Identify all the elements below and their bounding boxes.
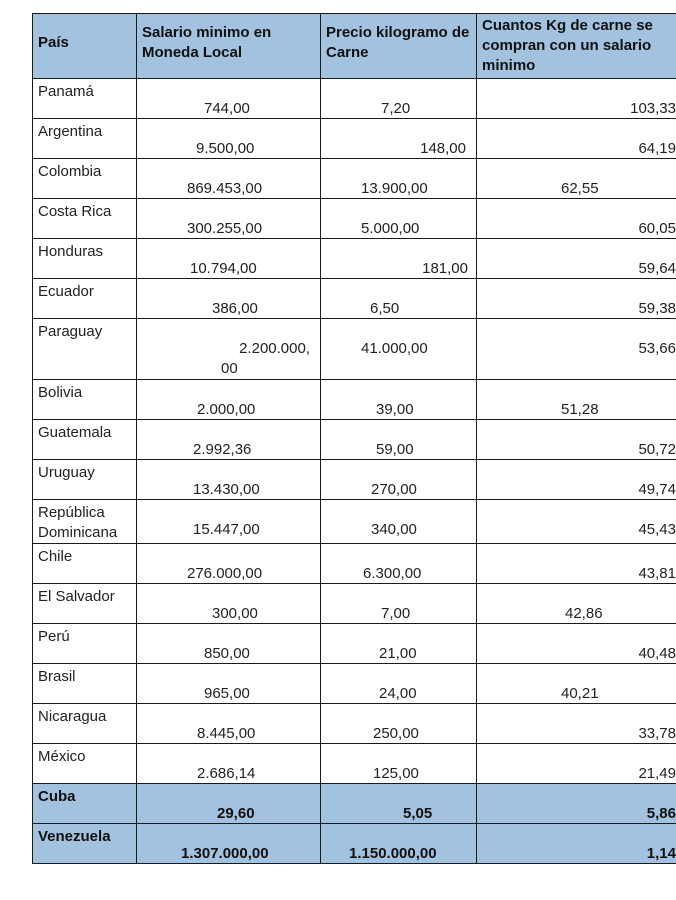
table-header-row <box>33 14 676 79</box>
price-cell-value: 181,00 <box>422 260 468 277</box>
country-name: Ecuador <box>38 283 94 300</box>
kg-cell <box>477 704 676 744</box>
country-cell <box>33 239 137 279</box>
salary-cell-value: 15.447,00 <box>193 521 260 538</box>
salary-cell-value: 8.445,00 <box>197 725 256 742</box>
salary-cell <box>137 584 321 624</box>
price-cell <box>321 784 477 824</box>
salary-cell-value: 1.307.000,00 <box>181 845 269 862</box>
price-cell-value: 270,00 <box>371 481 417 498</box>
country-name: Nicaragua <box>38 708 107 725</box>
salary-cell-value: 9.500,00 <box>196 140 255 157</box>
kg-cell <box>477 199 676 239</box>
kg-cell-value: 1,14 <box>646 845 676 862</box>
price-cell-value: 7,20 <box>381 100 411 117</box>
table-row <box>33 199 676 239</box>
price-cell <box>321 624 477 664</box>
kg-cell <box>477 319 676 380</box>
country-cell <box>33 319 137 380</box>
salary-cell-value: 965,00 <box>204 685 250 702</box>
country-name: Costa Rica <box>38 203 112 220</box>
price-cell <box>321 664 477 704</box>
country-name: Uruguay <box>38 464 95 481</box>
salary-cell <box>137 624 321 664</box>
country-name: República Dominicana <box>38 504 118 541</box>
table-row <box>33 119 676 159</box>
kg-cell-value: 5,86 <box>646 805 676 822</box>
country-name: Perú <box>38 628 70 645</box>
salary-cell-value: 300,00 <box>212 605 258 622</box>
price-cell-value: 6,50 <box>370 300 400 317</box>
country-name: El Salvador <box>38 588 115 605</box>
kg-cell-value: 45,43 <box>638 521 676 538</box>
country-name: Colombia <box>38 163 102 180</box>
kg-cell-value: 50,72 <box>638 441 676 458</box>
kg-cell <box>477 624 676 664</box>
price-cell-value: 13.900,00 <box>361 180 428 197</box>
table-row <box>33 744 676 784</box>
table-row <box>33 584 676 624</box>
salary-cell-value: 276.000,00 <box>187 565 263 582</box>
kg-cell <box>477 119 676 159</box>
highlight-row <box>33 824 676 864</box>
meat-salary-table <box>32 13 676 864</box>
kg-cell <box>477 380 676 420</box>
price-cell-value: 6.300,00 <box>363 565 422 582</box>
salary-cell <box>137 119 321 159</box>
table-body <box>33 79 676 864</box>
price-cell <box>321 380 477 420</box>
kg-cell-value: 40,48 <box>638 645 676 662</box>
price-cell-value: 24,00 <box>379 685 417 702</box>
country-cell <box>33 544 137 584</box>
country-name: Honduras <box>38 243 104 260</box>
country-cell <box>33 584 137 624</box>
price-cell <box>321 824 477 864</box>
table-row <box>33 239 676 279</box>
price-cell-value: 59,00 <box>376 441 414 458</box>
table-row <box>33 319 676 380</box>
kg-cell-value: 53,66 <box>638 340 676 357</box>
country-name: Argentina <box>38 123 103 140</box>
kg-cell-value: 51,28 <box>561 401 599 418</box>
kg-cell <box>477 159 676 199</box>
table-row <box>33 460 676 500</box>
country-name: Panamá <box>38 83 94 100</box>
table-row <box>33 500 676 544</box>
country-cell <box>33 199 137 239</box>
table-row <box>33 159 676 199</box>
country-cell <box>33 119 137 159</box>
country-cell <box>33 420 137 460</box>
table-row <box>33 420 676 460</box>
kg-cell-value: 59,64 <box>638 260 676 277</box>
kg-cell <box>477 239 676 279</box>
kg-cell <box>477 420 676 460</box>
salary-cell <box>137 279 321 319</box>
kg-cell <box>477 784 676 824</box>
header-country: País <box>33 14 137 79</box>
country-name: Cuba <box>38 788 76 805</box>
salary-cell <box>137 159 321 199</box>
salary-cell <box>137 380 321 420</box>
kg-cell-value: 103,33 <box>630 100 676 117</box>
country-cell <box>33 380 137 420</box>
kg-cell <box>477 664 676 704</box>
kg-cell-value: 42,86 <box>565 605 603 622</box>
kg-cell-value: 49,74 <box>638 481 676 498</box>
header-kg: Cuantos Kg de carne se compran con un salario minimo <box>477 14 676 79</box>
price-cell-value: 7,00 <box>381 605 411 622</box>
price-cell <box>321 319 477 380</box>
price-cell-value: 250,00 <box>373 725 419 742</box>
country-cell <box>33 784 137 824</box>
country-cell <box>33 159 137 199</box>
kg-cell-value: 40,21 <box>561 685 599 702</box>
price-cell <box>321 199 477 239</box>
price-cell <box>321 544 477 584</box>
price-cell <box>321 460 477 500</box>
salary-cell-value: 744,00 <box>204 100 250 117</box>
price-cell-value: 340,00 <box>371 521 417 538</box>
header-salary: Salario minimo en Moneda Local <box>137 14 321 79</box>
price-cell <box>321 704 477 744</box>
salary-cell <box>137 824 321 864</box>
salary-cell-value: 386,00 <box>212 300 258 317</box>
price-cell-value: 5,05 <box>403 805 433 822</box>
table-row <box>33 279 676 319</box>
country-name: Chile <box>38 548 73 565</box>
country-cell <box>33 500 137 544</box>
salary-cell-value: 29,60 <box>217 805 255 822</box>
country-name: México <box>38 748 86 765</box>
salary-cell-value: 2.992,36 <box>193 441 252 458</box>
kg-cell <box>477 79 676 119</box>
salary-cell <box>137 239 321 279</box>
salary-cell <box>137 704 321 744</box>
country-cell <box>33 824 137 864</box>
price-cell <box>321 500 477 544</box>
salary-cell-value: 2.000,00 <box>197 401 256 418</box>
kg-cell <box>477 544 676 584</box>
header-price: Precio kilogramo de Carne <box>321 14 477 79</box>
country-cell <box>33 79 137 119</box>
price-cell-value: 21,00 <box>379 645 417 662</box>
salary-cell <box>137 460 321 500</box>
salary-cell <box>137 500 321 544</box>
price-cell <box>321 744 477 784</box>
country-cell <box>33 460 137 500</box>
price-cell <box>321 420 477 460</box>
table-row <box>33 704 676 744</box>
kg-cell-value: 64,19 <box>638 140 676 157</box>
country-cell <box>33 664 137 704</box>
salary-cell-value: 869.453,00 <box>187 180 263 197</box>
salary-cell-value: 850,00 <box>204 645 250 662</box>
country-name: Guatemala <box>38 424 112 441</box>
kg-cell-value: 62,55 <box>561 180 599 197</box>
kg-cell-value: 59,38 <box>638 300 676 317</box>
kg-cell-value: 60,05 <box>638 220 676 237</box>
kg-cell <box>477 824 676 864</box>
salary-cell <box>137 544 321 584</box>
table-row <box>33 380 676 420</box>
price-cell <box>321 159 477 199</box>
salary-cell <box>137 199 321 239</box>
price-cell <box>321 119 477 159</box>
kg-cell <box>477 460 676 500</box>
salary-cell-value: 13.430,00 <box>193 481 260 498</box>
kg-cell <box>477 279 676 319</box>
salary-cell <box>137 420 321 460</box>
salary-cell <box>137 664 321 704</box>
salary-cell <box>137 744 321 784</box>
table-row <box>33 664 676 704</box>
price-cell-value: 1.150.000,00 <box>349 845 437 862</box>
kg-cell-value: 33,78 <box>638 725 676 742</box>
salary-cell-value: 10.794,00 <box>190 260 257 277</box>
price-cell <box>321 279 477 319</box>
salary-cell <box>137 79 321 119</box>
table-row <box>33 544 676 584</box>
highlight-row <box>33 784 676 824</box>
country-cell <box>33 279 137 319</box>
country-name: Venezuela <box>38 828 111 845</box>
country-name: Brasil <box>38 668 76 685</box>
kg-cell <box>477 744 676 784</box>
table-row <box>33 79 676 119</box>
price-cell <box>321 239 477 279</box>
price-cell <box>321 79 477 119</box>
price-cell-value: 39,00 <box>376 401 414 418</box>
table-row <box>33 624 676 664</box>
kg-cell-value: 43,81 <box>638 565 676 582</box>
country-cell <box>33 744 137 784</box>
salary-cell-value: 2.686,14 <box>197 765 256 782</box>
salary-cell-value: 300.255,00 <box>187 220 263 237</box>
salary-cell-value-cont: 00 <box>221 360 238 377</box>
price-cell-value: 148,00 <box>420 140 466 157</box>
kg-cell-value: 21,49 <box>638 765 676 782</box>
salary-cell <box>137 784 321 824</box>
price-cell-value: 5.000,00 <box>361 220 420 237</box>
country-name: Bolivia <box>38 384 83 401</box>
salary-cell-value: 2.200.000, <box>239 340 310 357</box>
kg-cell <box>477 500 676 544</box>
price-cell <box>321 584 477 624</box>
price-cell-value: 41.000,00 <box>361 340 428 357</box>
country-cell <box>33 624 137 664</box>
salary-cell <box>137 319 321 380</box>
country-name: Paraguay <box>38 323 103 340</box>
kg-cell <box>477 584 676 624</box>
country-cell <box>33 704 137 744</box>
price-cell-value: 125,00 <box>373 765 419 782</box>
